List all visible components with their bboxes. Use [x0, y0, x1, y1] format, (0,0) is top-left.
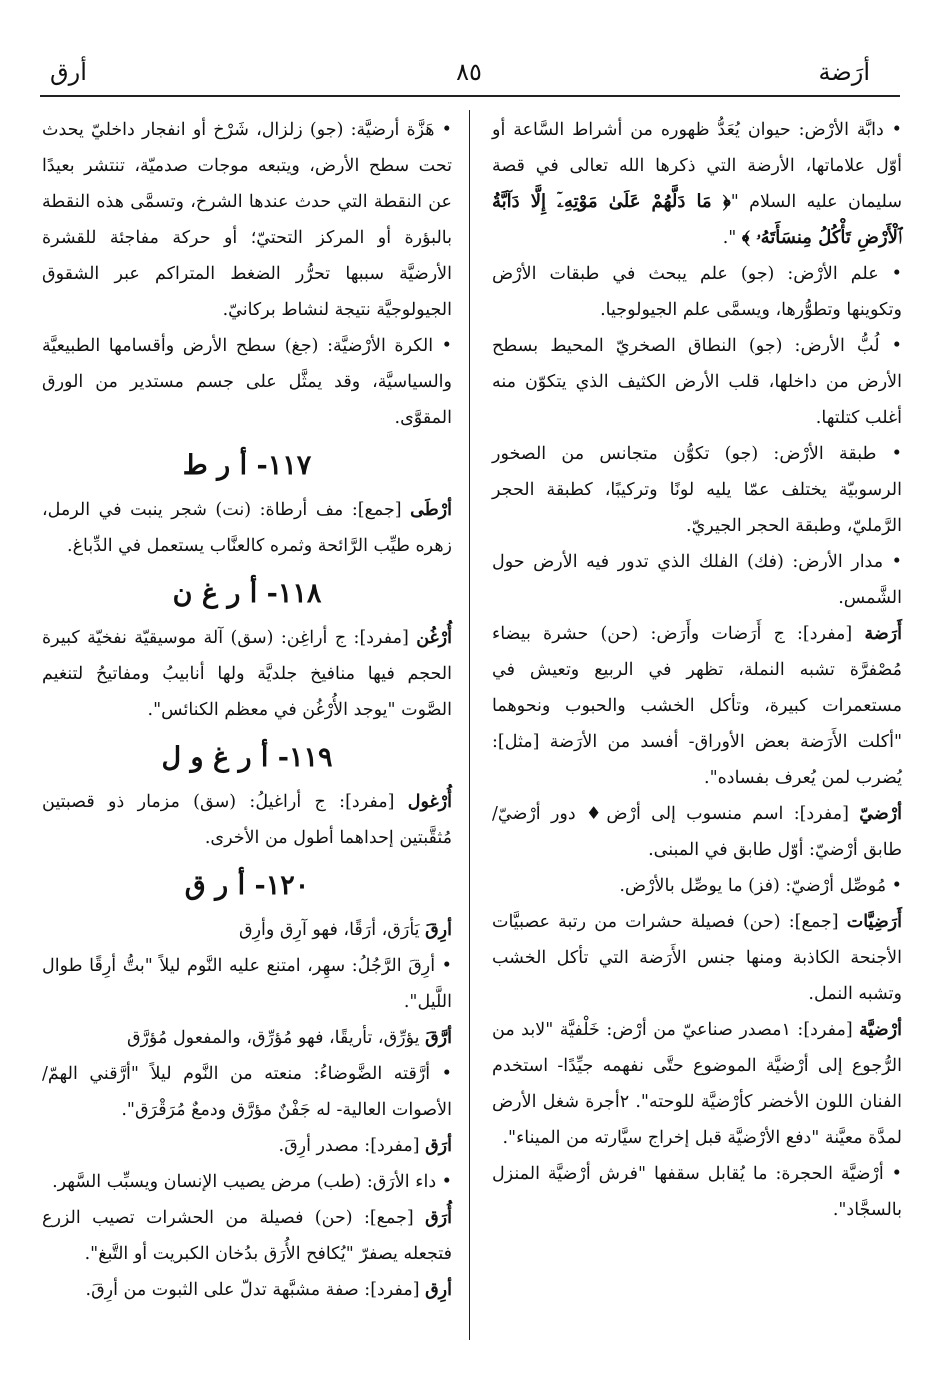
headword: أَرَضِيَّات [846, 912, 902, 932]
entry-paragraph [42, 1200, 452, 1272]
entry-paragraph [42, 1020, 452, 1056]
entry-paragraph [42, 1272, 452, 1308]
entry-paragraph [42, 492, 452, 564]
entry-paragraph: • داء الأرَق: (طب) مرض يصيب الإنسان ويسبِّب السَّهر. [52, 1172, 452, 1192]
entry-paragraph [492, 904, 902, 1012]
left-column [42, 112, 452, 1308]
entry-text: [جمع]: (حن) فصيلة من الحشرات تصيب الزرع فتجعله يصفرّ "يُكافح الأُرَق بدُخان الكبريت أو التَّبغ". [42, 1208, 452, 1264]
entry-text: يؤرِّق، تأريقًا، فهو مُؤرِّق، والمفعول مُؤرَّق [126, 1028, 426, 1048]
entry-paragraph [492, 112, 902, 256]
quran-quote: ﴿ مَا دَلَّهُمْ عَلَىٰ مَوْتِهِۦٓ إِلَّا دَآبَّةُ ٱلْأَرْضِ تَأْكُلُ مِنسَأَتَهُۥ ﴾ [492, 191, 902, 248]
entry-paragraph: • طبقة الأرْض: (جو) تكوُّن متجانس من الصخور الرسوبيّة يختلف عمّا يليه لونًا وتركيبًا، كطبقة الحجر الرَّمليّ، وطبقة الحجر الجيريّ. [492, 444, 902, 536]
headword: أرْطَى [410, 500, 452, 520]
headword: أرَّقَ [425, 1028, 452, 1048]
entry-text: [مفرد]: ج أراغيلُ: (سق) مزمار ذو قصبتين مُثقَّبتين إحداهما أطول من الأخرى. [42, 792, 452, 848]
entry-text: [مفرد]: ١مصدر صناعيّ من أرْض: خَلْفيَّة "لابد من الرُّجوع إلى أرْضيَّة الموضوع حتَّى نفهمه جيِّدًا- استخدم الفنان اللون الأخضر كأرْضيَّة للوحته". ٢أجرة شغل الأرض لمدَّة معيَّنة "دفع الأرْضيَّة قبل إخراج سيَّارته من الميناء". [492, 1020, 902, 1148]
headword: أرْضيَّة [859, 1020, 902, 1040]
headword: أرَق [425, 1136, 452, 1156]
entry-paragraph: • أرَّقته الضَّوضاءُ: منعته من النَّوم ليلاً "أرَّقني الهمّ/ الأصوات العالية- له جَفْنٌ مؤرَّق ودمعٌ مُرَقْرَق". [42, 1064, 452, 1120]
section-heading: ١١٩- أ ر غ و ل [161, 742, 333, 773]
section-heading: ١١٨- أ ر غ ن [172, 578, 322, 609]
entry-paragraph: • هَزَّة أرضيَّة: (جو) زلزال، شَرْخ أو انفجار داخليّ يحدث تحت سطح الأرض، ويتبعه موجات صدميّة، تنتشر بعيدًا عن النقطة التي حدث عندها الشرخ، وتسمَّى هذه النقطة بالبؤرة أو المركز التحتيّ؛ أو حركة مفاجئة للقشرة الأرضيَّة سببها تحرُّر الضغط المتراكم عبر الشقوق الجيولوجيَّة نتيجة لنشاط بركانيّ. [42, 120, 452, 320]
headword: أُرْغُن [416, 628, 452, 648]
entry-paragraph [42, 620, 452, 728]
column-divider [469, 110, 470, 1340]
entry-text: [مفرد]: ج أَرَضات وأَرَض: (حن) حشرة بيضاء مُصْفرَّة تشبه النملة، تظهر في الربيع وتعيش في مستعمرات كبيرة، وتأكل الخشب والحبوب ونحوهما "أكلت الأَرَضة بعض الأوراق- أفسد من الأرَضة [مثل]: يُضرب لمن يُعرف بفساده". [492, 624, 902, 788]
entry-paragraph: • الكرة الأرْضيَّة: (جغ) سطح الأرض وأقسامها الطبيعيَّة والسياسيَّة، وقد يمثَّل على جسم مستدير من الورق المقوَّى. [42, 336, 452, 428]
entry-text: ". [722, 228, 742, 248]
entry-paragraph [42, 912, 452, 948]
headword: أرِقَ [425, 920, 452, 940]
right-column [492, 112, 902, 1228]
entry-paragraph: • مُوصِّل أرْضيّ: (فز) ما يوصِّل بالأرْض. [619, 876, 902, 896]
entry-text: • دابَّة الأرْض: حيوان يُعَدُّ ظهوره من أشراط السَّاعة أو أوّل علاماتها، الأرضة التي ذكرها الله تعالى في قصة سليمان عليه السلام " [492, 120, 903, 212]
running-head-right: أرَضة [818, 58, 870, 86]
entry-paragraph [492, 796, 902, 868]
entry-text: [مفرد]: مصدر أرِقَ. [278, 1136, 426, 1156]
entry-paragraph: • علم الأرْض: (جو) علم يبحث في طبقات الأرْض وتكوينها وتطوُّرها، ويسمَّى علم الجيولوجيا. [492, 264, 902, 320]
entry-text: [جمع]: مف أرطاة: (نت) شجر ينبت في الرمل، زهره طيِّب الرَّائحة وثمره كالعنَّاب يستعمل في الدِّباغ. [42, 500, 452, 556]
entry-text: [مفرد]: ج أراغِن: (سق) آلة موسيقيّة نفخيّة كبيرة الحجم فيها منافيخ جلديَّة ولها أنابيبُ ومفاتيحُ لتنغيم الصَّوت "يوجد الأُرْغُن في معظم الكنائس". [42, 628, 452, 720]
entry-text: [مفرد]: اسم منسوب إلى أرْض♦ دور أرْضيّ/ طابق أرْضيّ: أوّل طابق في المبنى. [492, 804, 902, 860]
headword: أرِق [425, 1280, 452, 1300]
entry-paragraph [42, 1128, 452, 1164]
page-number: ٨٥ [456, 58, 482, 86]
section-heading: ١٢٠- أ ر ق [184, 870, 310, 901]
entry-text: يَأرَق، أرَقًا، فهو آرِق وأرِق [239, 920, 426, 940]
headword: أُرْغول [407, 792, 452, 812]
headword: أُرَق [425, 1208, 452, 1228]
running-head-left: أرق [50, 58, 87, 86]
entry-paragraph: • أرِقَ الرَّجُلُ: سهِر، امتنع عليه النَّوم ليلاً "بتُّ أرِقًا طوال اللَّيل". [42, 956, 452, 1012]
entry-paragraph: • مدار الأرض: (فك) الفلك الذي تدور فيه الأرض حول الشَّمس. [492, 552, 902, 608]
entry-text: [مفرد]: صفة مشبَّهة تدلّ على الثبوت من أرِقَ. [85, 1280, 426, 1300]
section-heading: ١١٧- أ ر ط [182, 450, 312, 481]
entry-paragraph [492, 616, 902, 796]
header-rule [40, 95, 900, 97]
entry-paragraph [42, 784, 452, 856]
entry-paragraph [492, 1012, 902, 1156]
headword: أَرَضة [864, 624, 902, 644]
entry-paragraph: • لُبُّ الأرض: (جو) النطاق الصخريّ المحيط بسطح الأرض من داخلها، قلب الأرض الكثيف الذي يتكوّن منه أغلب كتلتها. [492, 336, 902, 428]
entry-text: [جمع]: (حن) فصيلة حشرات من رتبة عصبيَّات الأجنحة الكاذبة ومنها جنس الأَرَضة التي تأكل الخشب وتشبه النمل. [492, 912, 902, 1004]
headword: أرْضيّ [859, 804, 902, 824]
entry-paragraph: • أرْضيَّة الحجرة: ما يُقابل سقفها "فرش أرْضيَّة المنزل بالسجَّاد". [492, 1164, 902, 1220]
